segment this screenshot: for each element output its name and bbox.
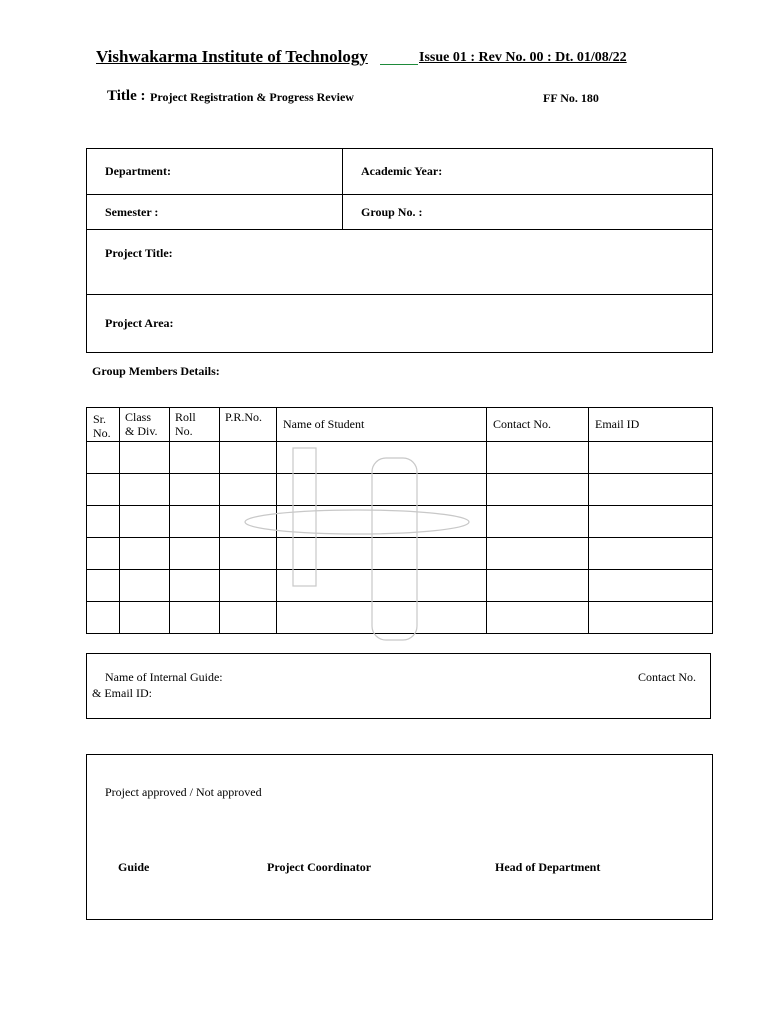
table-cell[interactable] (589, 602, 713, 634)
group-members-heading: Group Members Details: (92, 364, 220, 378)
table-cell[interactable] (120, 506, 170, 538)
group-members-table (86, 407, 713, 634)
table-cell[interactable] (87, 602, 120, 634)
table-cell[interactable] (277, 602, 487, 634)
table-cell[interactable] (487, 442, 589, 474)
table-cell[interactable] (170, 602, 220, 634)
table-cell[interactable] (487, 602, 589, 634)
table-cell[interactable] (120, 474, 170, 506)
col-contact-no: Contact No. (487, 408, 589, 442)
table-cell[interactable] (220, 442, 277, 474)
divider (87, 229, 712, 230)
form-title: Project Registration & Progress Review (150, 90, 354, 104)
table-cell[interactable] (487, 474, 589, 506)
table-row (87, 602, 713, 634)
col-prn: P.R.No. (220, 408, 277, 442)
academic-year-field[interactable]: Academic Year: (361, 164, 443, 178)
table-cell[interactable] (87, 474, 120, 506)
table-row (87, 570, 713, 602)
internal-guide-box (86, 653, 711, 719)
table-row (87, 506, 713, 538)
table-cell[interactable] (487, 538, 589, 570)
table-cell[interactable] (220, 474, 277, 506)
table-cell[interactable] (87, 570, 120, 602)
table-cell[interactable] (277, 570, 487, 602)
table-cell[interactable] (170, 570, 220, 602)
approval-status: Project approved / Not approved (105, 785, 262, 799)
table-cell[interactable] (120, 538, 170, 570)
table-cell[interactable] (120, 442, 170, 474)
table-cell[interactable] (87, 506, 120, 538)
table-cell[interactable] (589, 570, 713, 602)
col-roll-no: Roll No. (170, 408, 220, 442)
table-cell[interactable] (170, 474, 220, 506)
table-cell[interactable] (170, 506, 220, 538)
divider (342, 149, 343, 230)
coordinator-signature-label: Project Coordinator (267, 860, 372, 874)
semester-field[interactable]: Semester : (105, 205, 159, 219)
table-cell[interactable] (487, 570, 589, 602)
guide-signature-label: Guide (118, 860, 150, 874)
table-row (87, 442, 713, 474)
table-cell[interactable] (87, 442, 120, 474)
table-cell[interactable] (277, 506, 487, 538)
table-cell[interactable] (170, 442, 220, 474)
approval-box (86, 754, 713, 920)
divider (87, 194, 712, 195)
table-header-row (87, 408, 713, 442)
table-cell[interactable] (589, 474, 713, 506)
table-cell[interactable] (487, 506, 589, 538)
table-cell[interactable] (220, 538, 277, 570)
divider (87, 294, 712, 295)
department-field[interactable]: Department: (105, 164, 171, 178)
form-number: FF No. 180 (543, 91, 599, 105)
guide-contact-field[interactable]: Contact No. (638, 670, 696, 684)
table-cell[interactable] (220, 506, 277, 538)
table-cell[interactable] (277, 538, 487, 570)
table-cell[interactable] (220, 602, 277, 634)
table-cell[interactable] (277, 442, 487, 474)
table-cell[interactable] (589, 442, 713, 474)
group-no-field[interactable]: Group No. : (361, 205, 423, 219)
table-cell[interactable] (120, 570, 170, 602)
table-cell[interactable] (170, 538, 220, 570)
table-cell[interactable] (277, 474, 487, 506)
table-cell[interactable] (87, 538, 120, 570)
issue-info: Issue 01 : Rev No. 00 : Dt. 01/08/22 (419, 50, 627, 65)
col-sr-no: Sr. No. (87, 408, 120, 442)
col-student-name: Name of Student (277, 408, 487, 442)
table-row (87, 538, 713, 570)
guide-email-field[interactable]: & Email ID: (92, 686, 152, 700)
internal-guide-name-field[interactable]: Name of Internal Guide: (105, 670, 223, 684)
title-label: Title : (107, 88, 146, 104)
table-cell[interactable] (589, 538, 713, 570)
col-class-div: Class & Div. (120, 408, 170, 442)
table-row (87, 474, 713, 506)
table-cell[interactable] (220, 570, 277, 602)
table-cell[interactable] (120, 602, 170, 634)
col-email-id: Email ID (589, 408, 713, 442)
project-area-field[interactable]: Project Area: (105, 316, 174, 330)
hod-signature-label: Head of Department (495, 860, 601, 874)
institute-name: Vishwakarma Institute of Technology (96, 47, 368, 66)
header-accent-line (380, 64, 418, 65)
project-info-box (86, 148, 713, 353)
table-cell[interactable] (589, 506, 713, 538)
project-title-field[interactable]: Project Title: (105, 246, 173, 260)
